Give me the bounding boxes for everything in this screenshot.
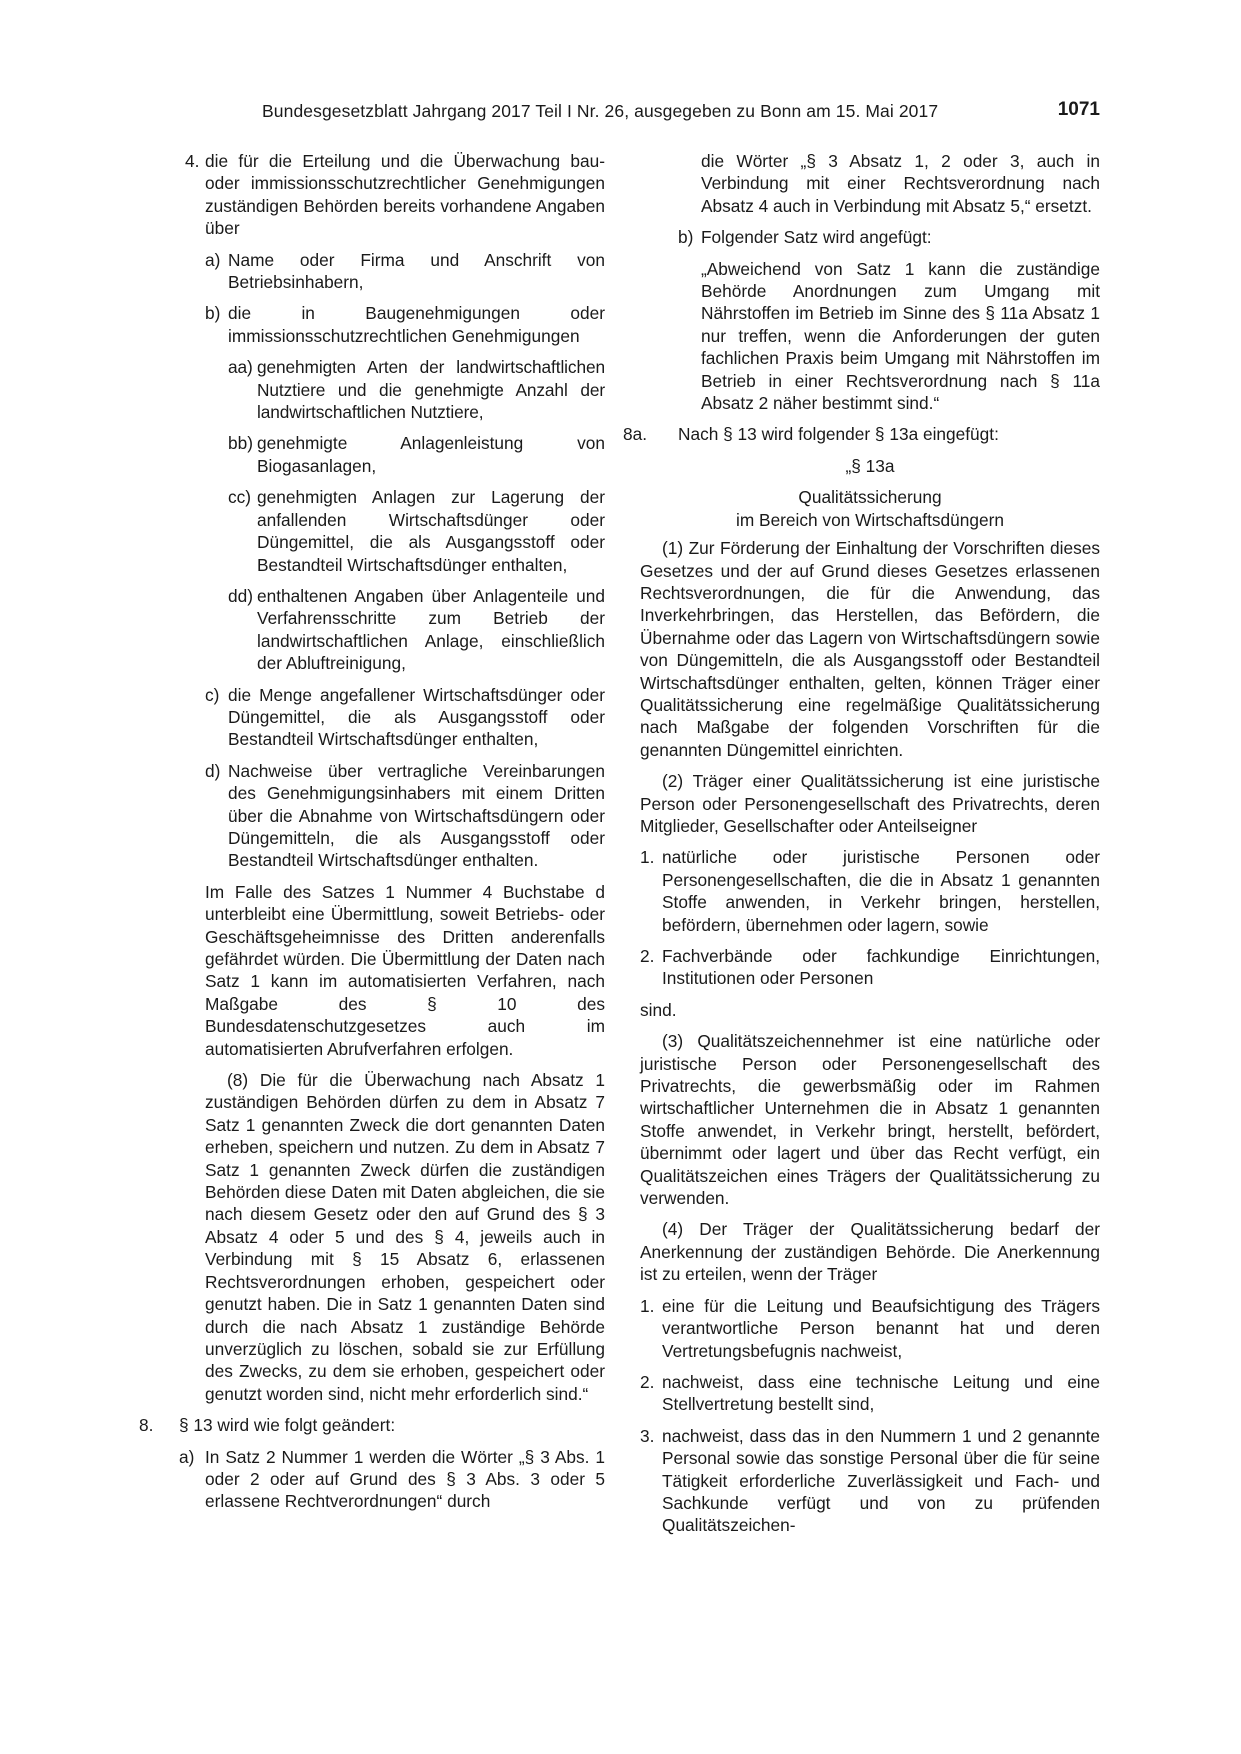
item-text: Nachweise über vertragliche Vereinbarungen des Genehmigungsinhabers mit einem Dritten über die Abnahme von Wirtschaftsdüngern oder Düngemitteln, die als Ausgangsstoff oder Bestandteil Wirtschaftsdünger enthalten. xyxy=(228,760,605,871)
item-text: In Satz 2 Nummer 1 werden die Wörter „§ 3 Abs. 1 oder 2 oder auf Grund des § 3 Abs. 3 oder 5 erlassene Rechtverordnungen“ durch xyxy=(205,1446,605,1512)
list-item-aa xyxy=(139,356,605,423)
item-text: nachweist, dass eine technische Leitung und eine Stellvertretung bestellt sind, xyxy=(662,1371,1100,1415)
item-text: Folgender Satz wird angefügt: xyxy=(701,227,932,248)
item-text: genehmigten Anlagen zur Lagerung der anfallenden Wirtschaftsdünger oder Düngemittel, die als Ausgangsstoff oder Bestandteil Wirtschaftsdünger enthalten, xyxy=(257,487,605,575)
list-item-abs4-1 xyxy=(640,1295,1100,1362)
item-label: 2. xyxy=(640,946,655,966)
section-label: „§ 13a xyxy=(845,455,895,476)
item-text: genehmigte Anlagenleistung von Biogasanlagen, xyxy=(257,433,605,476)
list-item-8a-main xyxy=(623,423,1100,445)
list-item-cc xyxy=(139,486,605,576)
section-title-line-2: im Bereich von Wirtschaftsdüngern xyxy=(736,509,1004,530)
list-item-abs2-1 xyxy=(640,846,1100,936)
item-label: b) xyxy=(205,303,221,324)
item-text: § 13 wird wie folgt geändert: xyxy=(179,1415,396,1436)
left-column xyxy=(139,150,605,1522)
absatz-2: (2) Träger einer Qualitätssicherung ist eine juristische Person oder Personengesellschaft des Privatrechts, deren Mitglieder, Gesellschafter oder Anteilseigner xyxy=(640,771,1100,836)
item-text: genehmigten Arten der landwirtschaftlichen Nutztiere und die genehmigte Anzahl der landwirtschaftlichen Nutztiere, xyxy=(257,357,605,423)
list-item-8a xyxy=(139,1446,605,1513)
item-label: c) xyxy=(205,684,220,705)
list-item-4b xyxy=(139,302,605,347)
list-item-abs2-2 xyxy=(640,945,1100,990)
list-item-4d xyxy=(139,760,605,872)
item-text: enthaltenen Angaben über Anlagenteile und Verfahrensschritte zum Betrieb der landwirtschaftlichen Anlage, einschließlich der Abluftreinigung, xyxy=(257,585,605,674)
item-label: a) xyxy=(179,1446,195,1467)
item-label: a) xyxy=(205,249,221,270)
list-item-4c xyxy=(139,684,605,751)
item-label: 1. xyxy=(640,1295,655,1316)
absatz-3: (3) Qualitätszeichennehmer ist eine natürliche oder juristische Person oder Personengesellschaft des Privatrechts, die gewerbsmäßig oder im Rahmen wirtschaftlicher Unternehmen die in Absatz 1 genannten Stoffe anwendet, in Verkehr bringt, herstellt, befördert, übernimmt oder lagert und über das Recht verfügt, ein Qualitätszeichen eines Trägers der Qualitätssicherung zu verwenden. xyxy=(640,1031,1100,1209)
item-label: 8. xyxy=(139,1415,154,1436)
item-label: b) xyxy=(678,227,694,248)
item-text: die Menge angefallener Wirtschaftsdünger oder Düngemittel, die als Ausgangsstoff oder Bestandteil Wirtschaftsdünger enthalten, xyxy=(228,684,605,750)
continuation-8a: die Wörter „§ 3 Absatz 1, 2 oder 3, auch in Verbindung mit einer Rechtsverordnung nach Absatz 4 auch in Verbindung mit Absatz 5,“ ersetzt. xyxy=(701,151,1100,216)
page-number: 1071 xyxy=(1057,99,1100,120)
list-item-bb xyxy=(139,432,605,477)
item-label: 1. xyxy=(640,847,655,868)
paragraph-satz: Im Falle des Satzes 1 Nummer 4 Buchstabe d unterbleibt eine Übermittlung, soweit Betriebs- oder Geschäftsgeheimnisse des Dritten anderenfalls gefährdet würden. Die Übermittlung der Daten nach Satz 1 kann im automatisierten Verfahren, nach Maßgabe des § 10 des Bundesdatenschutzgesetzes auch im automatisierten Abrufverfahren erfolgen. xyxy=(205,881,605,1059)
absatz-1: (1) Zur Förderung der Einhaltung der Vorschriften dieses Gesetzes und der auf Grund dieses Gesetzes erlassenen Rechtsverordnungen, die für die Anwendung, das Inverkehrbringen, das Herstellen, das Befördern, die Übernahme oder das Lagern von Wirtschaftsdüngern sowie von Düngemitteln, die als Ausgangsstoff oder Bestandteil Wirtschaftsdünger enthalten, gelten, können Träger einer Qualitätssicherung eine regelmäßige Qualitätssicherung nach Maßgabe der folgenden Vorschriften für die genannten Düngemittel einrichten. xyxy=(640,538,1100,760)
list-item-abs4-3 xyxy=(640,1425,1100,1537)
item-text: eine für die Leitung und Beaufsichtigung des Trägers verantwortliche Person benannt hat und deren Vertretungsbefugnis nachweist, xyxy=(662,1295,1100,1361)
paragraph-absatz-8: (8) Die für die Überwachung nach Absatz 1 zuständigen Behörden dürfen zu dem in Absatz 7 Satz 1 genannten Zweck die dort genannten Daten erheben, speichern und nutzen. Zu dem in Absatz 7 Satz 1 genannten Zweck dürfen die zuständigen Behörden diese Daten mit Daten abgleichen, die sie nach diesem Gesetz oder den auf Grund des § 3 Absatz 4 oder 5 und des § 4, jeweils auch in Verbindung mit § 15 Absatz 6, erlassenen Rechtsverordnungen erhoben, gespeichert oder genutzt haben. Die in Satz 1 genannten Daten sind durch die nach Absatz 1 zuständige Behörde unverzüglich zu löschen, sobald sie zur Erfüllung des Zwecks, zu dem sie erhoben, gespeichert oder genutzt worden sind, nicht mehr erforderlich sind.“ xyxy=(205,1070,605,1404)
list-item-8 xyxy=(139,1414,605,1436)
item-label: 3. xyxy=(640,1425,655,1446)
right-column xyxy=(623,150,1100,1546)
section-title-line-1: Qualitätssicherung xyxy=(798,487,942,508)
list-item-4 xyxy=(139,150,605,240)
item-label: 8a. xyxy=(623,424,648,445)
header-title: Bundesgesetzblatt Jahrgang 2017 Teil I Nr. 26, ausgegeben zu Bonn am 15. Mai 2017 xyxy=(262,101,939,121)
list-item-8b xyxy=(640,226,1100,248)
absatz-4: (4) Der Träger der Qualitätssicherung bedarf der Anerkennung der zuständigen Behörde. Die Anerkennung ist zu erteilen, wenn der Träger xyxy=(640,1219,1100,1285)
item-label: 2. xyxy=(640,1371,655,1392)
item-text: Name oder Firma und Anschrift von Betriebsinhabern, xyxy=(228,249,605,293)
absatz-2-end: sind. xyxy=(640,999,677,1020)
quote-8b: „Abweichend von Satz 1 kann die zuständige Behörde Anordnungen zum Umgang mit Nährstoffen im Betrieb im Sinne des § 11a Absatz 1 nur treffen, wenn die Anforderungen der guten fachlichen Praxis beim Umgang mit Nährstoffen im Betrieb in einer Rechtsverordnung nach § 11a Absatz 2 näher bestimmt sind.“ xyxy=(701,258,1100,414)
list-item-dd xyxy=(139,585,605,675)
item-text: Nach § 13 wird folgender § 13a eingefügt: xyxy=(678,424,999,445)
item-label: cc) xyxy=(228,487,252,508)
item-label: dd) xyxy=(228,585,253,606)
page-header xyxy=(262,99,1100,129)
item-label: aa) xyxy=(228,357,253,378)
item-label: d) xyxy=(205,760,221,781)
item-text: Fachverbände oder fachkundige Einrichtungen, Institutionen oder Personen xyxy=(662,946,1100,989)
item-label: 4. xyxy=(185,151,200,171)
list-item-abs4-2 xyxy=(640,1371,1100,1416)
item-text: die für die Erteilung und die Überwachung bau- oder immissionsschutzrechtlicher Genehmigungen zuständigen Behörden bereits vorhandene Angaben über xyxy=(205,151,605,239)
item-text: natürliche oder juristische Personen oder Personengesellschaften, die die in Absatz 1 genannten Stoffe anwenden, in Verkehr bringen, herstellen, befördern, übernehmen oder lagern, sowie xyxy=(662,847,1100,935)
item-label: bb) xyxy=(228,433,253,454)
list-item-4a xyxy=(139,249,605,294)
item-text: nachweist, dass das in den Nummern 1 und 2 genannte Personal sowie das sonstige Personal über die für seine Tätigkeit erforderliche Zuverlässigkeit und Fach- und Sachkunde verfügt und von zu prüfenden Qualitätszeichen- xyxy=(662,1425,1100,1536)
item-text: die in Baugenehmigungen oder immissionsschutzrechtlichen Genehmigungen xyxy=(228,303,605,346)
